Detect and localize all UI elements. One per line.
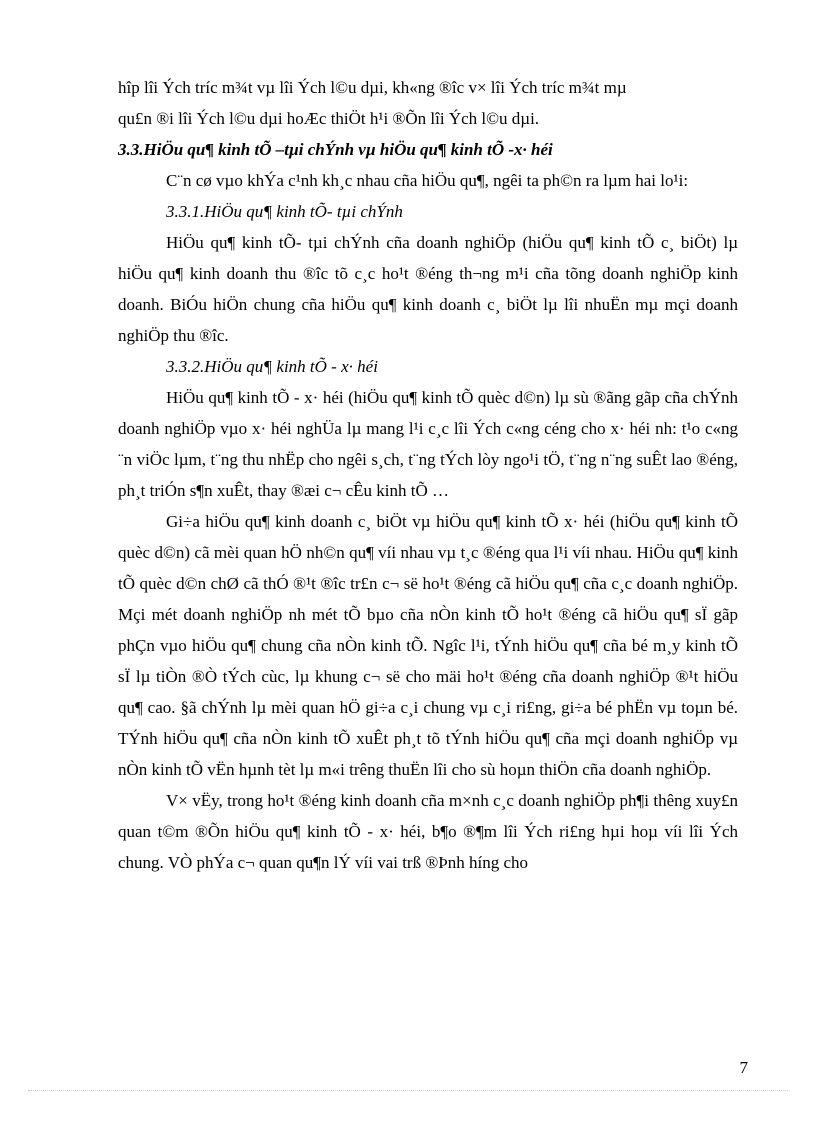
intro-line-2: qu£n ®i lîi Ých l©u dµi hoÆc thiÖt h¹i ®Õn lîi Ých l©u dµi.: [118, 109, 540, 128]
paragraph-3: Gi÷a hiÖu qu¶ kinh doanh c¸ biÖt vµ hiÖu qu¶ kinh tÕ x· héi (hiÖu qu¶ kinh tÕ quèc d©n) cã mèi quan hÖ nh©n qu¶ víi nhau vµ t¸c ®éng qua l¹i víi nhau. HiÖu qu¶ kinh tÕ quèc d©n chØ cã thÓ ®¹t ®îc tr£n c¬ së ho¹t ®éng cã hiÖu qu¶ cña c¸c doanh nghiÖp. Mçi mét doanh nghiÖp nh mét tÕ bµo cña nÒn kinh tÕ ho¹t ®éng cã hiÖu qu¶ sÏ gãp phÇn vµo hiÖu qu¶ chung cña nÒn kinh tÕ. Ngîc l¹i, tÝnh hiÖu qu¶ cña bé m¸y kinh tÕ sÏ lµ tiÒn ®Ò tÝch cùc, lµ khung c¬ së cho mäi ho¹t ®éng cña doanh nghiÖp ®¹t hiÖu qu¶ cao. §ã chÝnh lµ mèi quan hÖ gi÷a c¸i chung vµ c¸i ri£ng, gi÷a bé phËn vµ toµn bé. TÝnh hiÖu qu¶ cña nÒn kinh tÕ xuÊt ph¸t tõ tÝnh hiÖu qu¶ cña mçi doanh nghiÖp vµ nÒn kinh tÕ vËn hµnh tèt lµ m«i trêng thuËn lîi cho sù hoµn thiÖn cña doanh nghiÖp.: [118, 512, 738, 779]
paragraph-2: HiÖu qu¶ kinh tÕ - x· héi (hiÖu qu¶ kinh tÕ quèc d©n) lµ sù ®ãng gãp cña chÝnh doanh nghiÖp vµo x· héi nghÜa lµ mang l¹i c¸c lîi Ých c«ng céng cho x· héi nh: t¹o c«ng ¨n viÖc lµm, t¨ng thu nhËp cho ngêi s¸ch, t¨ng tÝch lòy ngo¹i tÖ, t¨ng n¨ng suÊt lao ®éng, ph¸t triÓn s¶n xuÊt, thay ®æi c¬ cÊu kinh tÕ …: [118, 388, 738, 500]
page-content: [118, 72, 738, 878]
paragraph-1: HiÖu qu¶ kinh tÕ- tµi chÝnh cña doanh nghiÖp (hiÖu qu¶ kinh tÕ c¸ biÖt) lµ hiÖu qu¶ kinh doanh thu ®îc tõ c¸c ho¹t ®éng th¬ng m¹i cña tõng doanh nghiÖp kinh doanh. BiÓu hiÖn chung cña hiÖu qu¶ kinh doanh c¸ biÖt lµ lîi nhuËn mµ mçi doanh nghiÖp thu ®îc.: [118, 233, 738, 345]
subsection-heading-2: 3.3.2.HiÖu qu¶ kinh tÕ - x· héi: [166, 357, 378, 376]
intro-paragraph: C¨n cø vµo khÝa c¹nh kh¸c nhau cña hiÖu qu¶, ngêi ta ph©n ra lµm hai lo¹i:: [166, 171, 689, 190]
intro-line-1: hîp lîi Ých tríc m¾t vµ lîi Ých l©u dµi, kh«ng ®îc v× lîi Ých tríc m¾t mµ: [118, 78, 627, 97]
section-heading: 3.3.HiÖu qu¶ kinh tÕ –tµi chÝnh vµ hiÖu qu¶ kinh tÕ -x· héi: [118, 140, 553, 159]
paragraph-4: V× vËy, trong ho¹t ®éng kinh doanh cña m×nh c¸c doanh nghiÖp ph¶i thêng xuy£n quan t©m ®Õn hiÖu qu¶ kinh tÕ - x· héi, b¶o ®¶m lîi Ých ri£ng hµi hoµ víi lîi Ých chung. VÒ phÝa c¬ quan qu¶n lÝ víi vai trß ®Þnh híng cho: [118, 791, 738, 872]
page-number: 7: [739, 1058, 748, 1077]
bottom-divider: [28, 1090, 788, 1091]
subsection-heading-1: 3.3.1.HiÖu qu¶ kinh tÕ- tµi chÝnh: [166, 202, 403, 221]
